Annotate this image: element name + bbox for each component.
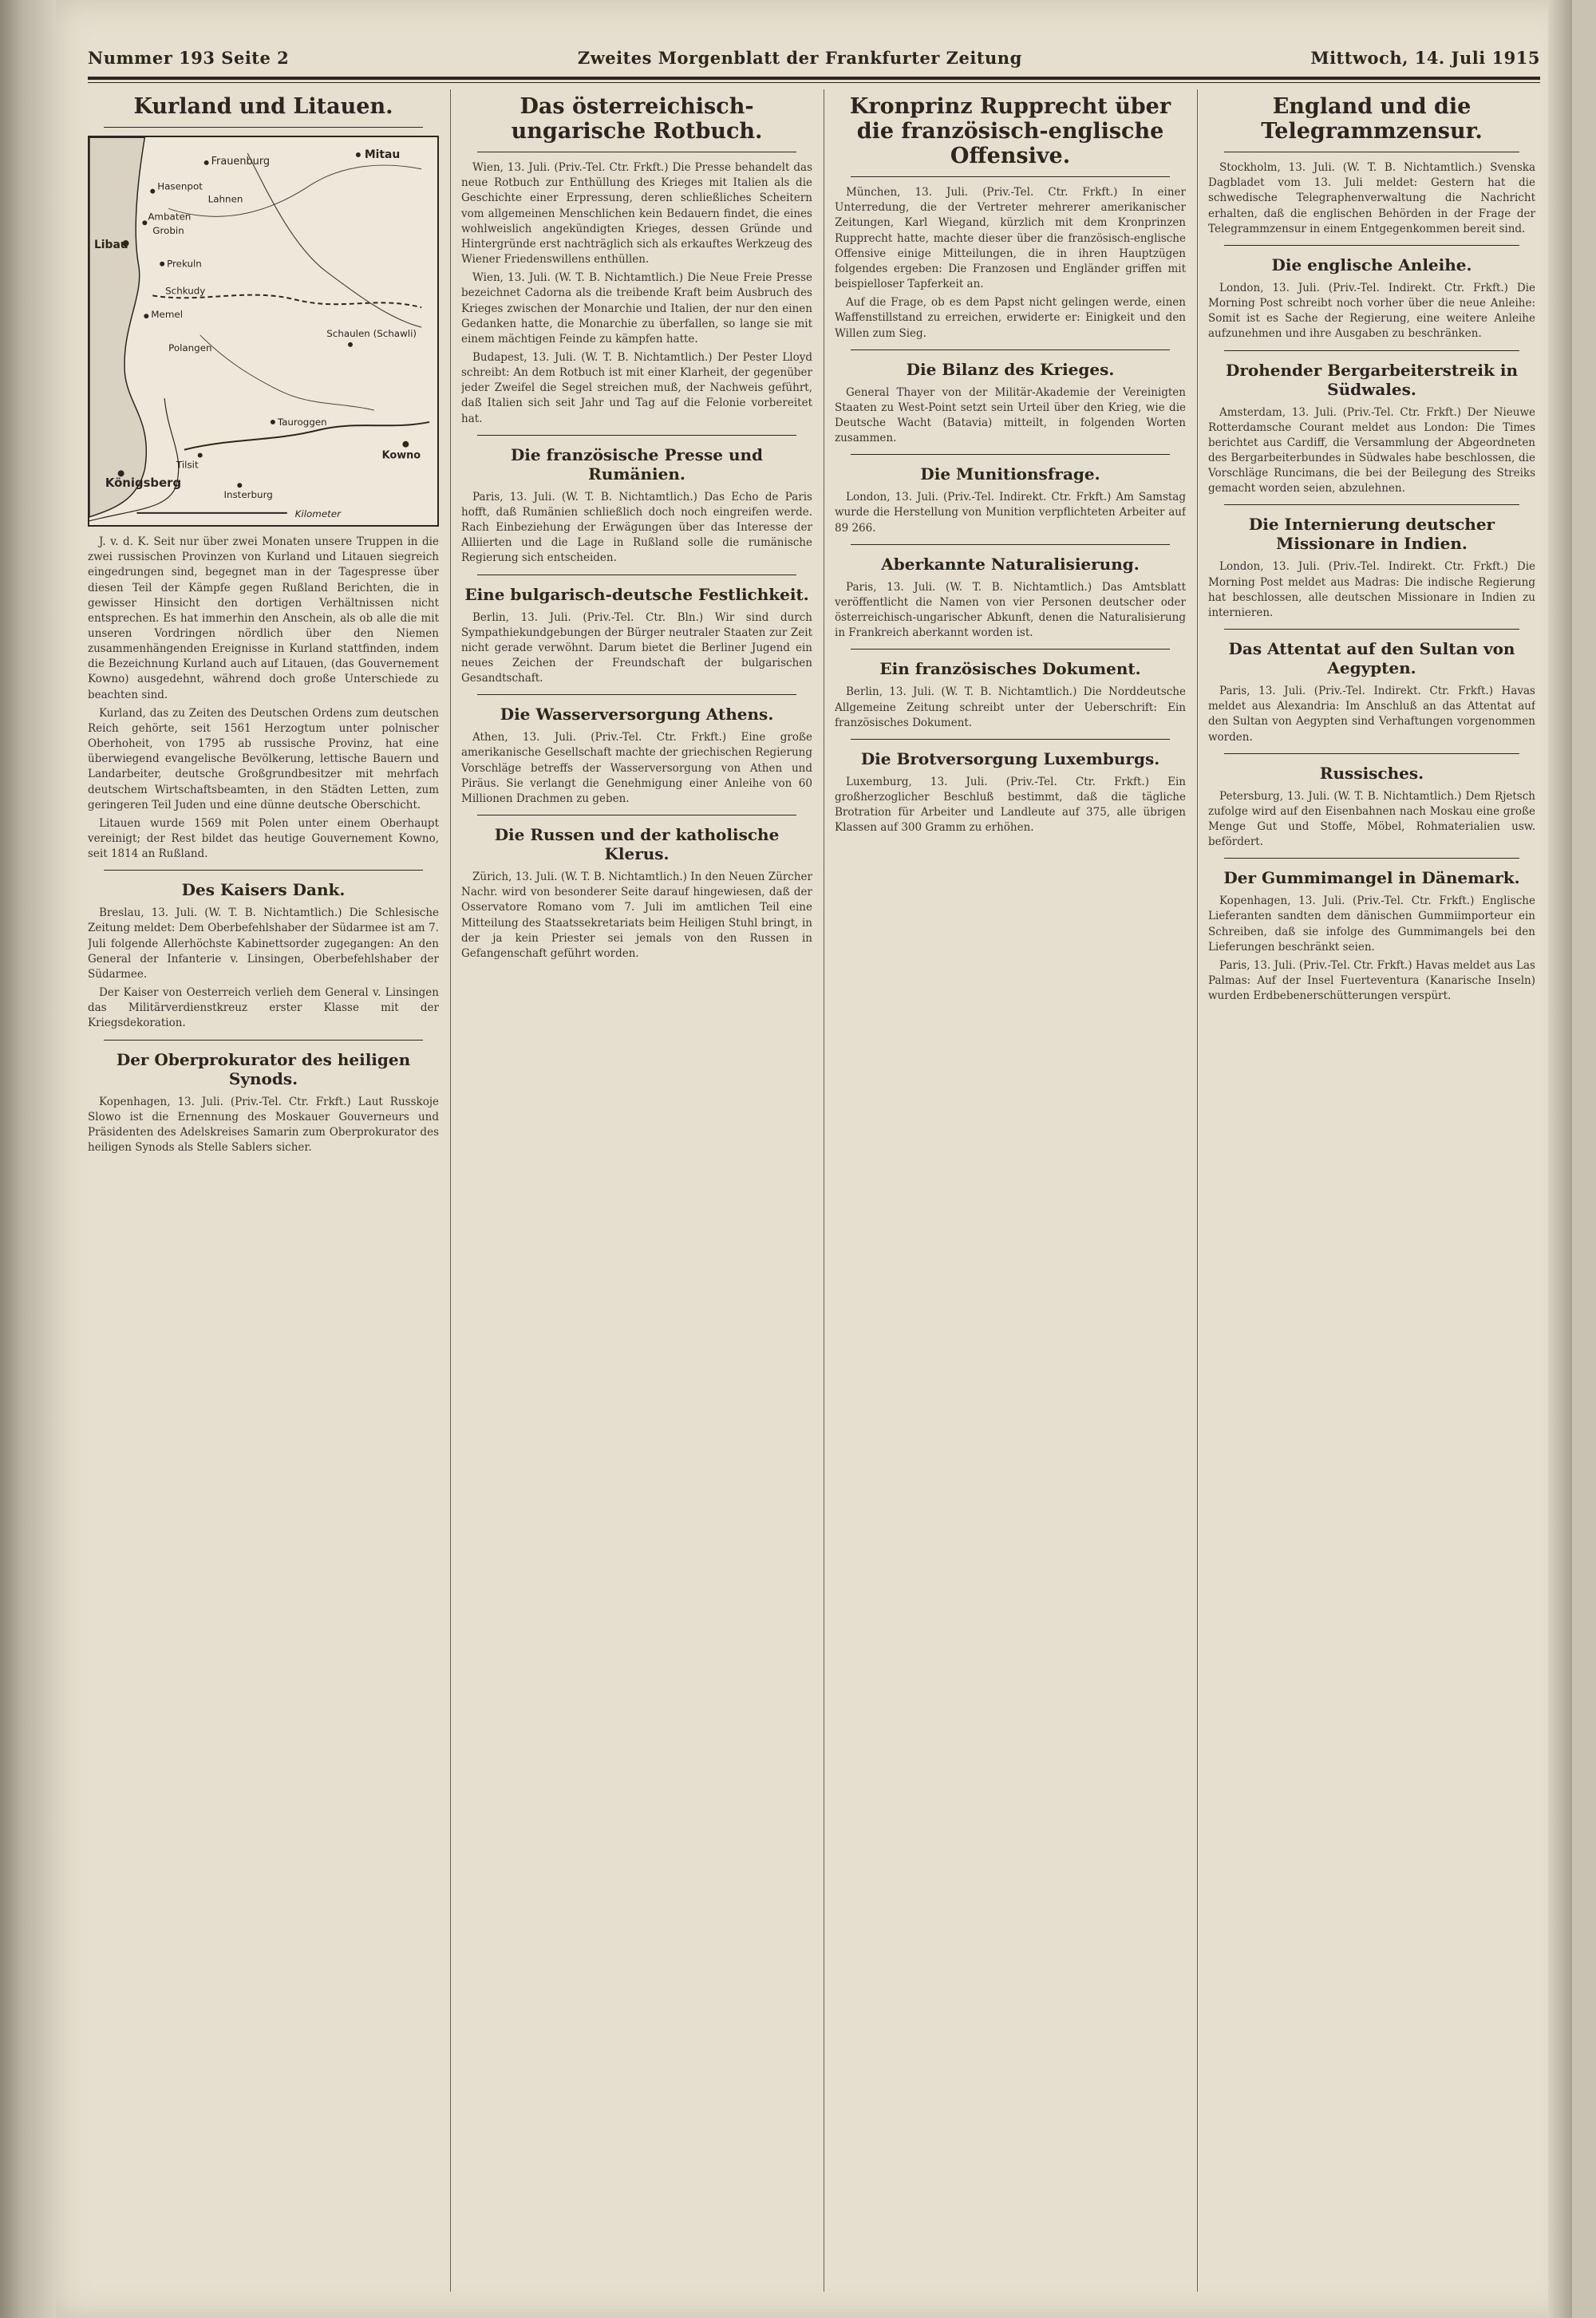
map-figure [89, 137, 437, 525]
section-rule [1224, 629, 1519, 630]
section-rule [477, 435, 796, 436]
section-headline: Die französische Presse und Rumänien. [510, 444, 764, 484]
page-edge [1548, 0, 1572, 2318]
place-label: Kowno [381, 449, 421, 462]
place-label: Frauenburg [211, 155, 271, 168]
section-headline: Die englische Anleihe. [1271, 255, 1472, 274]
article-paragraph: Budapest, 13. Juli. (W. T. B. Nichtamtlich.) Der Pester Lloyd schreibt: An dem Rotbuch ist mit einer Klarheit, der gegenüber jeder Zweifel die Segel streichen muß, der Nachweis geführt, daß Italien sich seit Jahr und Tag auf die Felonie vorbereitet hat. [461, 350, 812, 425]
section-headline: Eine bulgarisch-deutsche Festlichkeit. [464, 584, 809, 604]
masthead-rule [88, 77, 1540, 80]
section-headline: Das Attentat auf den Sultan von Aegypten. [1228, 639, 1515, 678]
article-paragraph: Berlin, 13. Juli. (W. T. B. Nichtamtlich.) Die Norddeutsche Allgemeine Zeitung schreibt unter der Ueberschrift: Ein französisches Dokument. [835, 685, 1186, 729]
place-label: Tauroggen [277, 416, 327, 428]
article-paragraph: Zürich, 13. Juli. (W. T. B. Nichtamtlich.) In den Neuen Zürcher Nachr. wird von besonderer Seite darauf hingewiesen, daß der Osservatore Romano vom 7. Juli im amtlichen Teil eine Mitteilung des Staatssekretariats beim Heiligen Stuhl bringt, in der ja kein Priester sei jemals von den Russen in Gefangenschaft geführt worden. [461, 871, 812, 960]
section-headline: Die Russen und der katholische Klerus. [494, 825, 780, 864]
article-paragraph: Kopenhagen, 13. Juli. (Priv.-Tel. Ctr. Frkft.) Laut Russkoje Slowo ist die Ernennung des Moskauer Gouverneurs und Präsidenten des Adelskreises Samarin zum Oberprokurator des heiligen Synods als Stelle Sablers sicher. [88, 1095, 439, 1155]
section-rule [1224, 350, 1519, 351]
article-paragraph: Luxemburg, 13. Juli. (Priv.-Tel. Ctr. Frkft.) Ein großherzoglicher Beschluß bestimmt, daß die tägliche Brotration für Arbeiter und Landleute auf 375, alle übrigen Klassen auf 300 Gramm zu erhöhen. [835, 775, 1186, 835]
place-label: Mitau [364, 148, 401, 162]
section-rule [851, 739, 1170, 740]
column-3 [835, 89, 1186, 2292]
column-2 [461, 89, 812, 2292]
article-headline: Das österreichisch-ungarische Rotbuch. [511, 94, 763, 144]
article-paragraph: Paris, 13. Juli. (Priv.-Tel. Indirekt. Ctr. Frkft.) Havas meldet aus Alexandria: Im Anschluß an das Attentat auf den Sultan von Aegypten sind Verhaftungen vorgenommen worden. [1208, 685, 1535, 744]
place-label: Memel [151, 309, 184, 321]
article-paragraph: Breslau, 13. Juli. (W. T. B. Nichtamtlich.) Die Schlesische Zeitung meldet: Dem Oberbefehlshaber der Südarmee ist am 7. Juli folgende Allerhöchste Kabinettsorder zugegangen: An den General der Infanterie v. Linsingen, Oberbefehlshaber der Südarmee. [88, 906, 439, 981]
place-label: Prekuln [167, 258, 202, 270]
place-label: Libau [93, 239, 128, 252]
section-rule [851, 544, 1170, 545]
article-headline: England und die Telegrammzensur. [1261, 94, 1483, 144]
article-paragraph: J. v. d. K. Seit nur über zwei Monaten unsere Truppen in die zwei russischen Provinzen von Kurland und Litauen siegreich eingedrungen sind, begegnet man in der Tagespresse über diesen Teil der Kämpfe gegen Rußland Berichten, die in gewisser Hinsicht den dortigen Verhältnissen nicht entsprechen. Es hat immerhin den Anschein, als ob alle die mit unseren Vordringen nördlich über den Niemen zusammenhängenden Ereignisse in Kurland stattfinden, indem die Bezeichnung Kurland auch auf Litauen, (das Gouvernement Kowno) ausgedehnt, während doch große Unterschiede zu beachten sind. [88, 535, 439, 701]
article-paragraph: Paris, 13. Juli. (Priv.-Tel. Ctr. Frkft.) Havas meldet aus Las Palmas: Auf der Insel Fuerteventura (Kanarische Inseln) wurden Erdbebenerschütterungen verspürt. [1208, 958, 1535, 1003]
masthead [88, 41, 1540, 73]
place-label: Ambaten [148, 211, 192, 223]
section-rule [1224, 858, 1519, 859]
newspaper-title: Zweites Morgenblatt der Frankfurter Zeitung [577, 47, 1022, 68]
newspaper-page [56, 0, 1572, 2318]
article-paragraph: Berlin, 13. Juli. (Priv.-Tel. Ctr. Bln.) Wir sind durch Sympathiekundgebungen der Bürger neutraler Staaten zur Zeit nicht gerade verwöhnt. Darum bietet die Berliner Jugend ein neues Zeichen der Freundschaft der bulgarischen Gesandtschaft. [461, 610, 812, 685]
section-rule [851, 454, 1170, 455]
binding-gutter [0, 0, 56, 2318]
issue-date: Mittwoch, 14. Juli 1915 [1310, 47, 1540, 68]
article-paragraph: Auf die Frage, ob es dem Papst nicht gelingen werde, einen Waffenstillstand zu erreichen, erwiderte er: Einigkeit und den Willen zum Sieg. [835, 296, 1186, 340]
section-rule [104, 870, 423, 871]
section-rule [851, 349, 1170, 350]
column-1 [88, 89, 439, 2292]
section-headline: Aberkannte Naturalisierung. [881, 554, 1140, 574]
place-label: Polangen [168, 342, 212, 353]
article-paragraph: London, 13. Juli. (Priv.-Tel. Indirekt. Ctr. Frkft.) Am Samstag wurde die Herstellung von Munition verpflichteten Arbeiter auf 89 266. [835, 491, 1186, 535]
place-label: Tilsit [176, 459, 199, 471]
section-headline: Der Gummimangel in Dänemark. [1223, 868, 1520, 888]
article-paragraph: Athen, 13. Juli. (Priv.-Tel. Ctr. Frkft.) Eine große amerikanische Gesellschaft machte der griechischen Regierung Vorschläge betreffs der Wasserversorgung von Athen und Piräus. Sie verlangt die Genehmigung einer Anleihe von 60 Millionen Drachmen zu geben. [461, 731, 812, 805]
place-label: Grobin [152, 225, 184, 237]
section-headline: Der Oberprokurator des heiligen Synods. [116, 1049, 411, 1088]
section-rule [1224, 245, 1519, 246]
article-paragraph: Litauen wurde 1569 mit Polen unter einem Oberhaupt vereinigt; der Rest bildet das heutige Gouvernement Kowno, seit 1814 an Rußland. [88, 816, 439, 861]
section-rule [104, 1040, 423, 1041]
section-headline: Ein französisches Dokument. [879, 659, 1141, 679]
place-label: Schaulen (Schawli) [326, 327, 417, 339]
article-paragraph: General Thayer von der Militär-Akademie der Vereinigten Staaten zu West-Point setzt sein Urteil über den Krieg, wie die Deutsche Wacht (Batavia) mitteilt, in folgenden Worten zusammen. [835, 385, 1186, 445]
masthead-rule-thin [88, 82, 1540, 83]
column-separator [1197, 89, 1198, 2292]
issue-number: Nummer 193 Seite 2 [88, 47, 290, 68]
place-label: Schkudy [165, 285, 206, 297]
article-paragraph: Paris, 13. Juli. (W. T. B. Nichtamtlich.) Das Amtsblatt veröffentlicht die Namen von vier Personen deutscher oder österreichisch-ungarischer Abkunft, denen die Naturalisierung in Frankreich aberkannt worden ist. [835, 580, 1186, 640]
scale-label: Kilometer [294, 507, 342, 519]
section-headline: Die Brotversorgung Luxemburgs. [860, 748, 1160, 768]
section-headline: Die Bilanz des Krieges. [906, 359, 1115, 379]
place-label: Lahnen [207, 193, 243, 205]
section-rule [1224, 504, 1519, 505]
section-rule [1224, 753, 1519, 754]
section-headline: Die Internierung deutscher Missionare in Indien. [1248, 515, 1495, 554]
headline-rule [104, 127, 423, 128]
article-paragraph: Kurland, das zu Zeiten des Deutschen Ordens zum deutschen Reich gehörte, seit 1561 Herzogtum unter polnischer Oberhoheit, von 1795 ab russische Provinz, hat eine überwiegend evangelische Bevölkerung, lettische Bauern und Landarbeiter, deutsche Großgrundbesitzer mit mehrfach deutschem Wirtschaftsbeamten, in den Städten Letten, zum geringeren Teil Juden und eine dünne deutsche Oberschicht. [88, 706, 439, 811]
article-paragraph: Amsterdam, 13. Juli. (Priv.-Tel. Ctr. Frkft.) Der Nieuwe Rotterdamsche Courant meldet aus London: Die Times berichtet aus Cardiff, die Versammlung der Abgeordneten des Bergarbeiterbundes in Südwales habe beschlossen, die Vorschläge Runcimans, die bei der Beilegung des Streiks gemacht worden seien, abzulehnen. [1208, 405, 1535, 496]
column-separator [450, 89, 451, 2292]
column-4 [1208, 89, 1535, 2292]
article-headline: Kurland und Litauen. [133, 94, 393, 119]
section-headline: Die Wasserversorgung Athens. [500, 705, 774, 725]
section-headline: Die Munitionsfrage. [920, 464, 1100, 484]
place-label: Insterburg [223, 489, 273, 501]
article-paragraph: Wien, 13. Juli. (Priv.-Tel. Ctr. Frkft.) Die Presse behandelt das neue Rotbuch zur Enthüllung des Krieges mit Italien als die Geschichte einer Erpressung, deren schließliches Scheitern vom allgemeinen Menschlichen kein Bedauern findet, die eines wohlweislich angekündigten Krieges, dessen Gründe und Hintergründe erst nachträglich sich als erkauftes Werkzeug des Wiener Friedenswillens enthüllen. [461, 161, 812, 267]
headline-rule [851, 176, 1170, 177]
article-paragraph: Stockholm, 13. Juli. (W. T. B. Nichtamtlich.) Svenska Dagbladet vom 13. Juli meldet: Gestern hat die schwedische Telegraphenverwaltung die Nachricht erhalten, daß die englischen Behörden in der Frage der Telegrammzensur in einem Entgegenkommen bereit sind. [1208, 161, 1535, 235]
map-kurland-litauen [88, 136, 439, 527]
section-rule [851, 649, 1170, 650]
section-headline: Drohender Bergarbeiterstreik in Südwales. [1225, 360, 1518, 399]
article-paragraph: Paris, 13. Juli. (W. T. B. Nichtamtlich.) Das Echo de Paris hofft, daß Rumänien schließlich doch noch eingreifen werde. Rach Einbeziehung der Erwägungen über das Interesse der Alliierten und die Lage in Rußland solle die rumänische Regierung sich entscheiden. [461, 490, 812, 565]
section-headline: Des Kaisers Dank. [181, 880, 346, 900]
article-paragraph: London, 13. Juli. (Priv.-Tel. Indirekt. Ctr. Frkft.) Die Morning Post schreibt noch vorher über die neue Anleihe: Somit ist es Sache der Regierung, eine weitere Anleihe aufzunehmen und ihre Ausgaben zu beschränken. [1208, 281, 1535, 341]
article-paragraph: Der Kaiser von Oesterreich verlieh dem General v. Linsingen das Militärverdienstkreuz erster Klasse mit der Kriegsdekoration. [88, 986, 439, 1030]
place-label: Hasenpot [157, 180, 203, 192]
place-label: Königsberg [105, 476, 182, 491]
article-paragraph: Wien, 13. Juli. (W. T. B. Nichtamtlich.) Die Neue Freie Presse bezeichnet Cadorna als die treibende Kraft beim Ausbruch des Krieges zwischen der Monarchie und Italien, der nur den einen Gedanken hatte, die Monarchie zu überfallen, so lange sie mit einem mächtigen Feinde zu kämpfen hatte. [461, 271, 812, 346]
article-paragraph: London, 13. Juli. (Priv.-Tel. Indirekt. Ctr. Frkft.) Die Morning Post meldet aus Madras: Die indische Regierung hat beschlossen, alle deutschen Missionare in Indien zu internieren. [1208, 560, 1535, 619]
section-headline: Russisches. [1319, 763, 1424, 783]
section-rule [477, 694, 796, 695]
article-paragraph: Kopenhagen, 13. Juli. (Priv.-Tel. Ctr. Frkft.) Englische Lieferanten sandten dem dänischen Gummiimporteur ein Schreiben, daß sie infolge des Gummimangels bei den Lieferungen beschränkt seien. [1208, 894, 1535, 954]
article-paragraph: München, 13. Juli. (Priv.-Tel. Ctr. Frkft.) In einer Unterredung, die der Vertreter mehrerer amerikanischer Zeitungen, Karl Wiegand, kürzlich mit dem Kronprinzen Rupprecht hatte, machte dieser über die französisch-englische Offensive einige Mitteilungen, die in ihren Hauptzügen folgendes ergeben: Die Franzosen und Engländer griffen mit beispielloser Tapferkeit an. [835, 186, 1186, 291]
article-paragraph: Petersburg, 13. Juli. (W. T. B. Nichtamtlich.) Dem Rjetsch zufolge wird auf den Eisenbahnen nach Moskau eine große Menge Gut und Stoffe, Möbel, Rohmaterialien usw. befördert. [1208, 789, 1535, 849]
article-headline: Kronprinz Rupprecht über die französisch-englische Offensive. [849, 94, 1171, 169]
